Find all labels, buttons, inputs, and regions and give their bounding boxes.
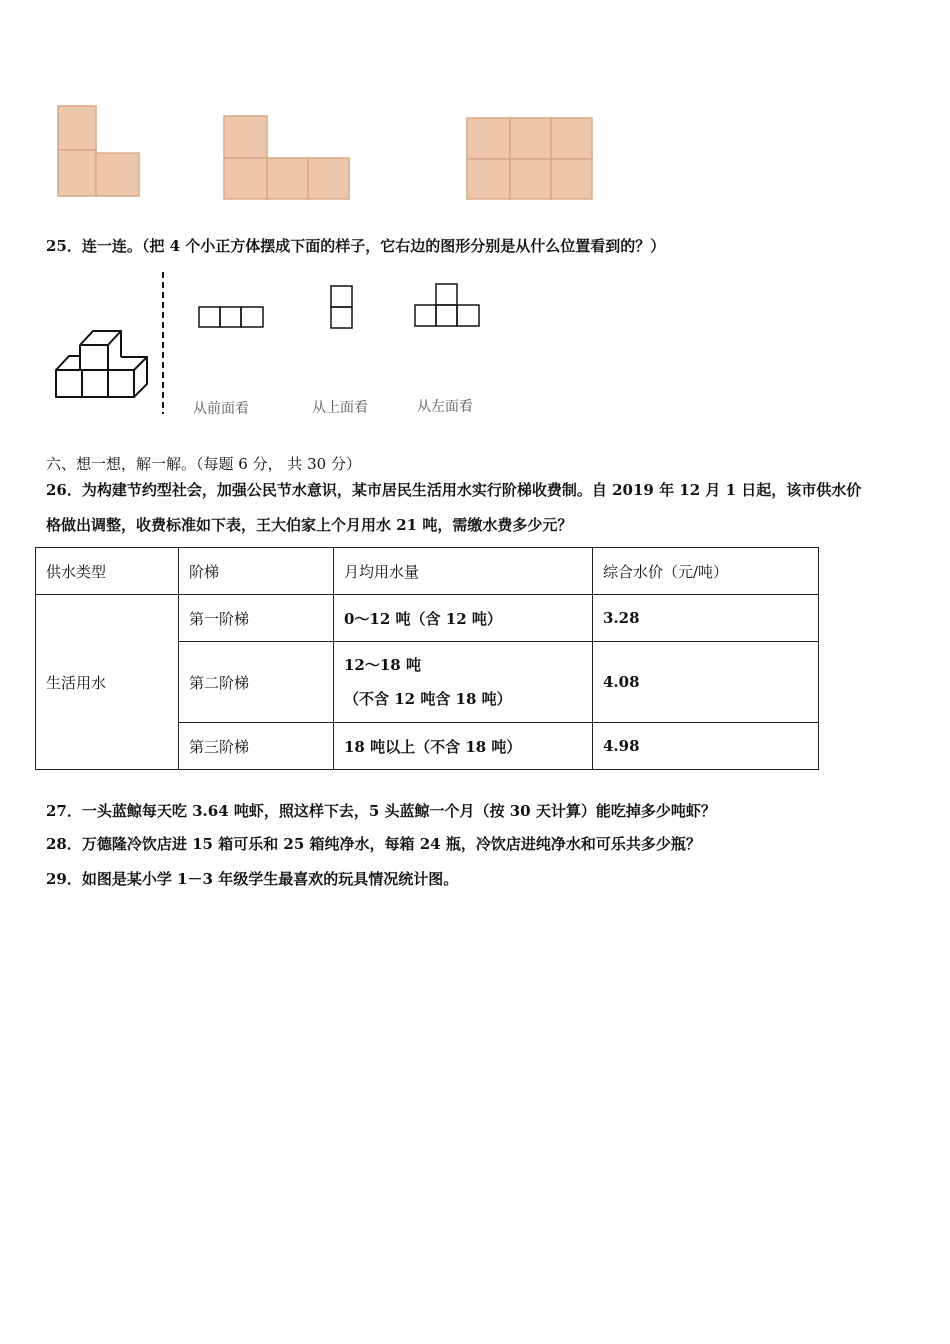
- question-26-line2: 格做出调整，收费标准如下表，王大伯家上个月用水 21 吨，需缴水费多少元？: [46, 516, 573, 534]
- table-cell-price: 4.98: [593, 723, 819, 770]
- usage-line-1: 12～18 吨: [344, 656, 421, 674]
- table-cell-tier: 第一阶梯: [179, 595, 334, 642]
- table-cell-usage: [334, 642, 593, 723]
- table-header-cell: 综合水价（元/吨）: [593, 548, 819, 595]
- question-26-line1: 26．为构建节约型社会，加强公民节水意识，某市居民生活用水实行阶梯收费制。自 2019 年 12 月 1 日起，该市供水价: [46, 481, 862, 499]
- view-caption-top: 从上面看: [312, 400, 368, 416]
- table-cell-tier: 第三阶梯: [179, 723, 334, 770]
- table-header-cell: 阶梯: [179, 548, 334, 595]
- table-cell-usage: 0～12 吨（含 12 吨）: [334, 595, 593, 642]
- section-heading: 六、想一想，解一解。（每题 6 分， 共 30 分）: [46, 455, 361, 473]
- question-27: 27．一头蓝鲸每天吃 3.64 吨虾，照这样下去，5 头蓝鲸一个月（按 30 天计算）能吃掉多少吨虾？: [46, 802, 716, 820]
- question-25-text: 25．连一连。（把 4 个小正方体摆成下面的样子，它右边的图形分别是从什么位置看到的？）: [46, 237, 666, 255]
- question-29: 29．如图是某小学 1－3 年级学生最喜欢的玩具情况统计图。: [46, 870, 459, 888]
- table-header-cell: 月均用水量: [334, 548, 593, 595]
- view-caption-front: 从前面看: [193, 401, 249, 417]
- water-price-table: [35, 547, 819, 770]
- table-cell-price: 4.08: [593, 642, 819, 723]
- table-cell-usage: 18 吨以上（不含 18 吨）: [334, 723, 593, 770]
- table-row: [36, 595, 819, 642]
- view-caption-left: 从左面看: [417, 399, 473, 415]
- table-header-cell: 供水类型: [36, 548, 179, 595]
- usage-line-2: （不含 12 吨含 18 吨）: [344, 690, 512, 708]
- left-view-grid: [0, 0, 950, 430]
- table-cell-price: 3.28: [593, 595, 819, 642]
- table-cell-tier: 第二阶梯: [179, 642, 334, 723]
- table-header-row: [36, 548, 819, 595]
- question-28: 28．万德隆冷饮店进 15 箱可乐和 25 箱纯净水，每箱 24 瓶，冷饮店进纯净水和可乐共多少瓶？: [46, 835, 701, 853]
- table-cell-type: 生活用水: [36, 595, 179, 770]
